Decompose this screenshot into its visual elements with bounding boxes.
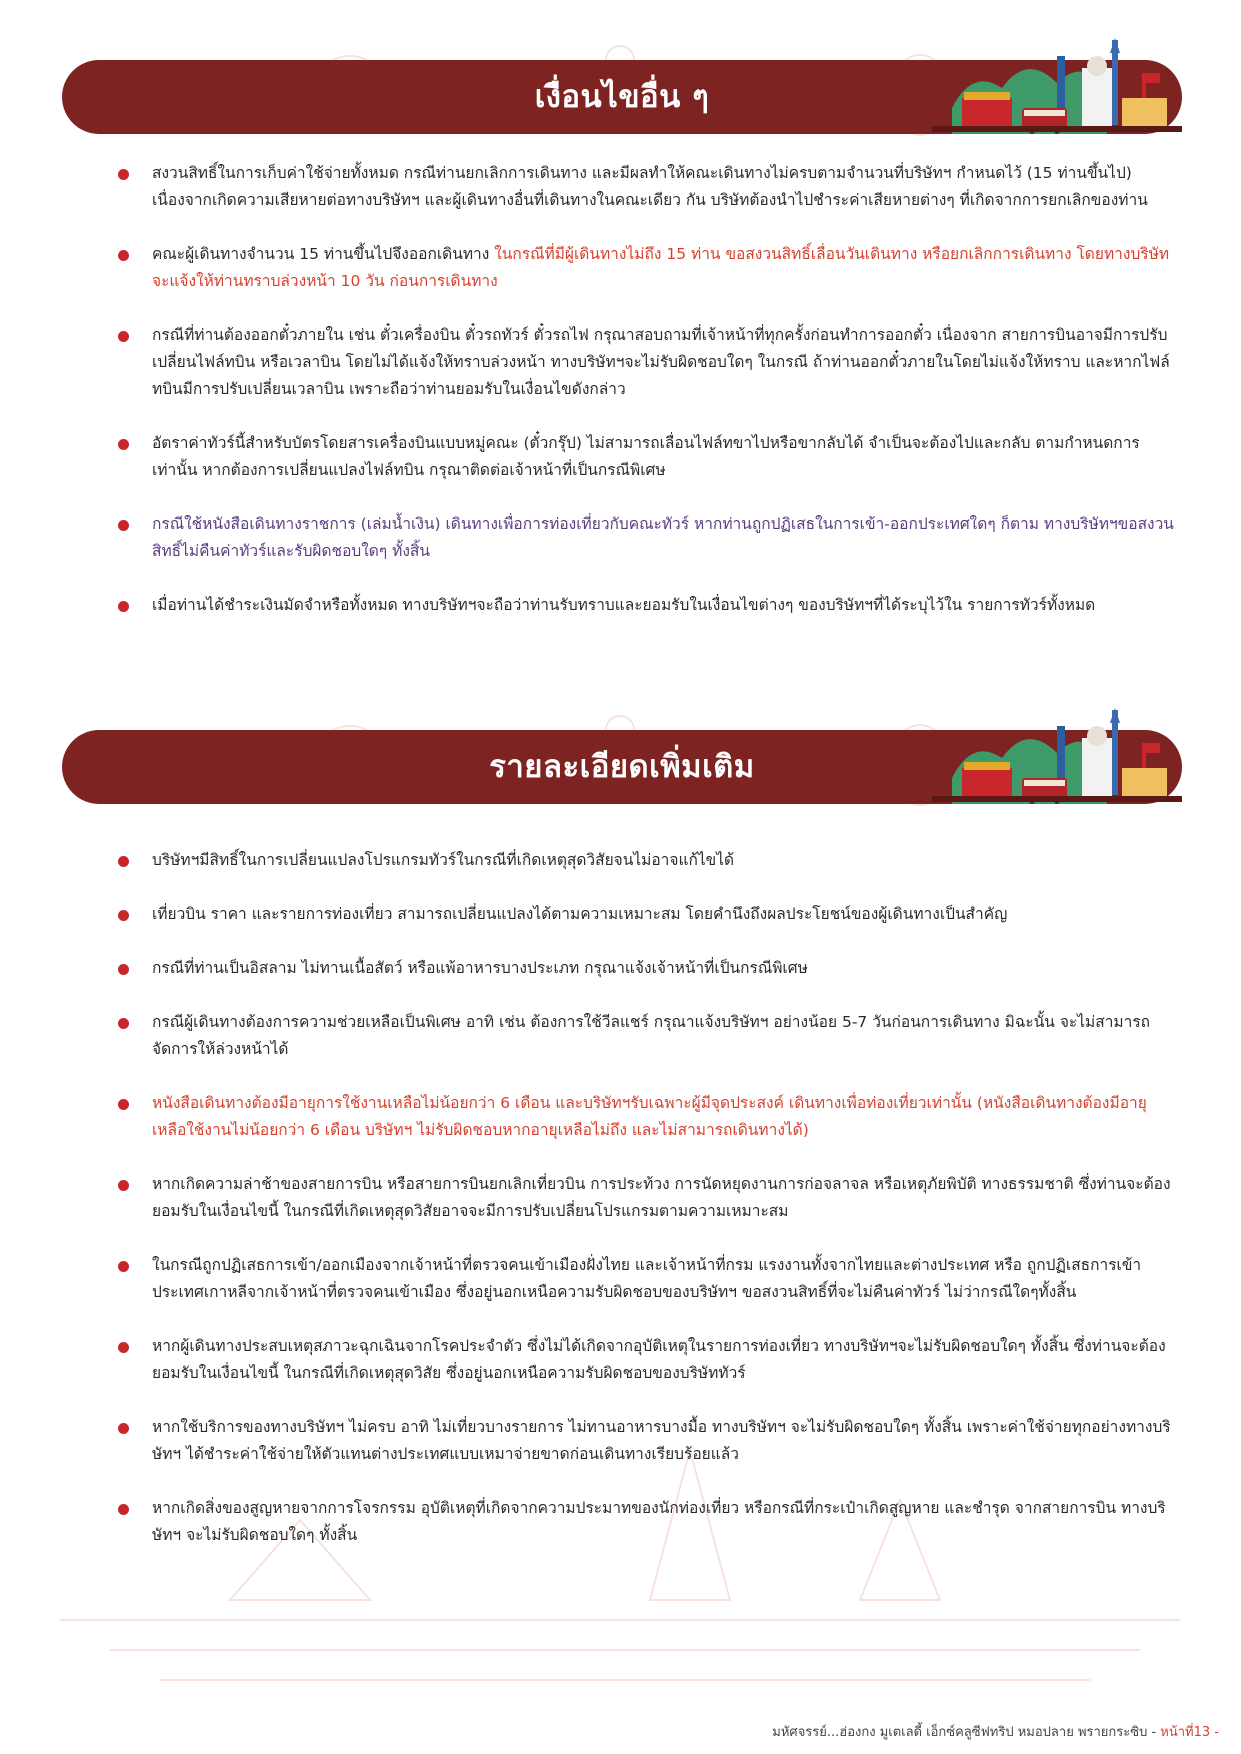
bullet-icon [118, 1504, 129, 1515]
item-text: เมื่อท่านได้ชำระเงินมัดจำหรือทั้งหมด ทางบริษัทฯจะถือว่าท่านรับทราบและยอมรับในเงื่อนไขต่างๆ ของบริษัทฯที่ได้ระบุไว้ใน รายการทัวร์ทั้งหมด [152, 596, 1096, 614]
section-banner-details [62, 730, 1182, 804]
bullet-icon [118, 1099, 129, 1110]
item-text-highlight: หนังสือเดินทางต้องมีอายุการใช้งานเหลือไม่น้อยกว่า 6 เดือน และบริษัทฯรับเฉพาะผู้มีจุดประสงค์ เดินทางเพื่อท่องเที่ยวเท่านั้น (หนังสือเดินทางต้องมีอายุเหลือใช้งานไม่น้อยกว่า 6 เดือน บริษัทฯ ไม่รับผิดชอบหากอายุเหลือไม่ถึง และไม่สามารถเดินทางได้) [152, 1094, 1147, 1139]
details-list [118, 847, 1178, 1549]
list-item [118, 1171, 1178, 1225]
bullet-icon [118, 964, 129, 975]
bullet-icon [118, 1261, 129, 1272]
list-item [118, 1009, 1178, 1063]
list-item [118, 1090, 1178, 1144]
item-text-highlight: ในกรณีที่มีผู้เดินทางไม่ถึง 15 ท่าน ขอสงวนสิทธิ์เลื่อนวันเดินทาง หรือยกเลิกการเดินทาง โดยทางบริษัทจะแจ้งให้ท่านทราบล่วงหน้า 10 วัน ก่อนการเดินทาง [152, 245, 1170, 290]
item-text: เที่ยวบิน ราคา และรายการท่องเที่ยว สามารถเปลี่ยนแปลงได้ตามความเหมาะสม โดยคำนึงถึงผลประโยชน์ของผู้เดินทางเป็นสำคัญ [152, 905, 1008, 923]
item-text: สงวนสิทธิ์ในการเก็บค่าใช้จ่ายทั้งหมด กรณีท่านยกเลิกการเดินทาง และมีผลทำให้คณะเดินทางไม่ครบตามจำนวนที่บริษัทฯ กำหนดไว้ (15 ท่านขึ้นไป) เนื่องจากเกิดความเสียหายต่อทางบริษัทฯ และผู้เดินทางอื่นที่เดินทางในคณะเดียว กัน บริษัทต้องนำไปชำระค่าเสียหายต่างๆ ที่เกิดจากการยกเลิกของท่าน [152, 164, 1148, 209]
bullet-icon [118, 331, 129, 342]
item-text-normal: คณะผู้เดินทางจำนวน 15 ท่านขึ้นไปจึงออกเดินทาง [152, 245, 495, 263]
item-text: กรณีที่ท่านเป็นอิสลาม ไม่ทานเนื้อสัตว์ หรือแพ้อาหารบางประเภท กรุณาแจ้งเจ้าหน้าที่เป็นกรณีพิเศษ [152, 959, 808, 977]
bullet-icon [118, 1018, 129, 1029]
bullet-icon [118, 1423, 129, 1434]
list-item [118, 955, 1178, 982]
item-text: หากเกิดสิ่งของสูญหายจากการโจรกรรม อุบัติเหตุที่เกิดจากความประมาทของนักท่องเที่ยว หรือกรณีที่กระเป๋าเกิดสูญหาย และชำรุด จากสายการบิน ทางบริษัทฯ จะไม่รับผิดชอบใดๆ ทั้งสิ้น [152, 1499, 1166, 1544]
item-text: อัตราค่าทัวร์นี้สำหรับบัตรโดยสารเครื่องบินแบบหมู่คณะ (ตั๋วกรุ๊ป) ไม่สามารถเลื่อนไฟล์ทขาไปหรือขากลับได้ จำเป็นจะต้องไปและกลับ ตามกำหนดการเท่านั้น หากต้องการเปลี่ยนแปลงไฟล์ทบิน กรุณาติดต่อเจ้าหน้าที่เป็นกรณีพิเศษ [152, 434, 1140, 479]
list-item [118, 1495, 1178, 1549]
item-text [152, 241, 1178, 295]
bullet-icon [118, 439, 129, 450]
bullet-icon [118, 910, 129, 921]
section-title: เงื่อนไขอื่น ๆ [534, 79, 710, 115]
list-item [118, 1414, 1178, 1468]
item-text: กรณีที่ท่านต้องออกตั๋วภายใน เช่น ตั๋วเครื่องบิน ตั๋วรถทัวร์ ตั๋วรถไฟ กรุณาสอบถามที่เจ้าหน้าที่ทุกครั้งก่อนทำการออกตั๋ว เนื่องจาก สายการบินอาจมีการปรับเปลี่ยนไฟล์ทบิน หรือเวลาบิน โดยไม่ได้แจ้งให้ทราบล่วงหน้า ทางบริษัทฯจะไม่รับผิดชอบใดๆ ในกรณี ถ้าท่านออกตั๋วภายในโดยไม่แจ้งให้ทราบ และหากไฟล์ทบินมีการปรับเปลี่ยนเวลาบิน เพราะถือว่าท่านยอมรับในเงื่อนไขดังกล่าว [152, 326, 1170, 398]
list-item [118, 847, 1178, 874]
conditions-list [118, 160, 1178, 619]
section-banner-conditions [62, 60, 1182, 134]
bullet-icon [118, 520, 129, 531]
bullet-icon [118, 856, 129, 867]
list-item [118, 241, 1178, 295]
item-text: หากผู้เดินทางประสบเหตุสภาวะฉุกเฉินจากโรคประจำตัว ซึ่งไม่ได้เกิดจากอุบัติเหตุในรายการท่องเที่ยว ทางบริษัทฯจะไม่รับผิดชอบใดๆ ทั้งสิ้น ซึ่งท่านจะต้องยอมรับในเงื่อนไขนี้ ในกรณีที่เกิดเหตุสุดวิสัย ซึ่งอยู่นอกเหนือความรับผิดชอบของบริษัททัวร์ [152, 1337, 1166, 1382]
section-title: รายละเอียดเพิ่มเติม [489, 749, 755, 785]
page-footer [772, 1721, 1219, 1742]
bullet-icon [118, 1342, 129, 1353]
item-text: หากใช้บริการของทางบริษัทฯ ไม่ครบ อาทิ ไม่เที่ยวบางรายการ ไม่ทานอาหารบางมื้อ ทางบริษัทฯ จะไม่รับผิดชอบใดๆ ทั้งสิ้น เพราะค่าใช้จ่ายทุกอย่างทางบริษัทฯ ได้ชำระค่าใช้จ่ายให้ตัวแทนต่างประเทศแบบเหมาจ่ายขาดก่อนเดินทางเรียบร้อยแล้ว [152, 1418, 1171, 1463]
list-item [118, 1333, 1178, 1387]
bullet-icon [118, 169, 129, 180]
list-item [118, 430, 1178, 484]
hong-kong-skyline-illustration [932, 38, 1182, 134]
bullet-icon [118, 250, 129, 261]
item-text: หากเกิดความล่าช้าของสายการบิน หรือสายการบินยกเลิกเที่ยวบิน การประท้วง การนัดหยุดงานการก่อจลาจล หรือเหตุภัยพิบัติ ทางธรรมชาติ ซึ่งท่านจะต้องยอมรับในเงื่อนไขนี้ ในกรณีที่เกิดเหตุสุดวิสัยอาจจะมีการปรับเปลี่ยนโปรแกรมตามความเหมาะสม [152, 1175, 1171, 1220]
item-text: กรณีผู้เดินทางต้องการความช่วยเหลือเป็นพิเศษ อาทิ เช่น ต้องการใช้วีลแชร์ กรุณาแจ้งบริษัทฯ อย่างน้อย 5-7 วันก่อนการเดินทาง มิฉะนั้น จะไม่สามารถจัดการให้ล่วงหน้าได้ [152, 1013, 1151, 1058]
page-number: หน้าที่13 - [1160, 1725, 1219, 1740]
list-item [118, 1252, 1178, 1306]
bullet-icon [118, 1180, 129, 1191]
footer-text: มหัศจรรย์...ฮ่องกง มูเตเลดี้ เอ็กซ์คลูซีฟทริป หมอปลาย พรายกระซิบ - [772, 1725, 1161, 1740]
list-item [118, 511, 1178, 565]
list-item [118, 160, 1178, 214]
item-text: ในกรณีถูกปฏิเสธการเข้า/ออกเมืองจากเจ้าหน้าที่ตรวจคนเข้าเมืองฝั่งไทย และเจ้าหน้าที่กรม แรงงานทั้งจากไทยและต่างประเทศ หรือ ถูกปฏิเสธการเข้าประเทศเกาหลีจากเจ้าหน้าที่ตรวจคนเข้าเมือง ซึ่งอยู่นอกเหนือความรับผิดชอบของบริษัทฯ ขอสงวนสิทธิ์ที่จะไม่คืนค่าทัวร์ ไม่ว่ากรณีใดๆทั้งสิ้น [152, 1256, 1142, 1301]
item-text: บริษัทฯมีสิทธิ์ในการเปลี่ยนแปลงโปรแกรมทัวร์ในกรณีที่เกิดเหตุสุดวิสัยจนไม่อาจแก้ไขได้ [152, 851, 735, 869]
list-item [118, 592, 1178, 619]
hong-kong-skyline-illustration [932, 708, 1182, 804]
bullet-icon [118, 601, 129, 612]
list-item [118, 901, 1178, 928]
list-item [118, 322, 1178, 403]
item-text-highlight: กรณีใช้หนังสือเดินทางราชการ (เล่มน้ำเงิน) เดินทางเพื่อการท่องเที่ยวกับคณะทัวร์ หากท่านถูกปฏิเสธในการเข้า-ออกประเทศใดๆ ก็ตาม ทางบริษัทฯขอสงวนสิทธิ์ไม่คืนค่าทัวร์และรับผิดชอบใดๆ ทั้งสิ้น [152, 515, 1174, 560]
